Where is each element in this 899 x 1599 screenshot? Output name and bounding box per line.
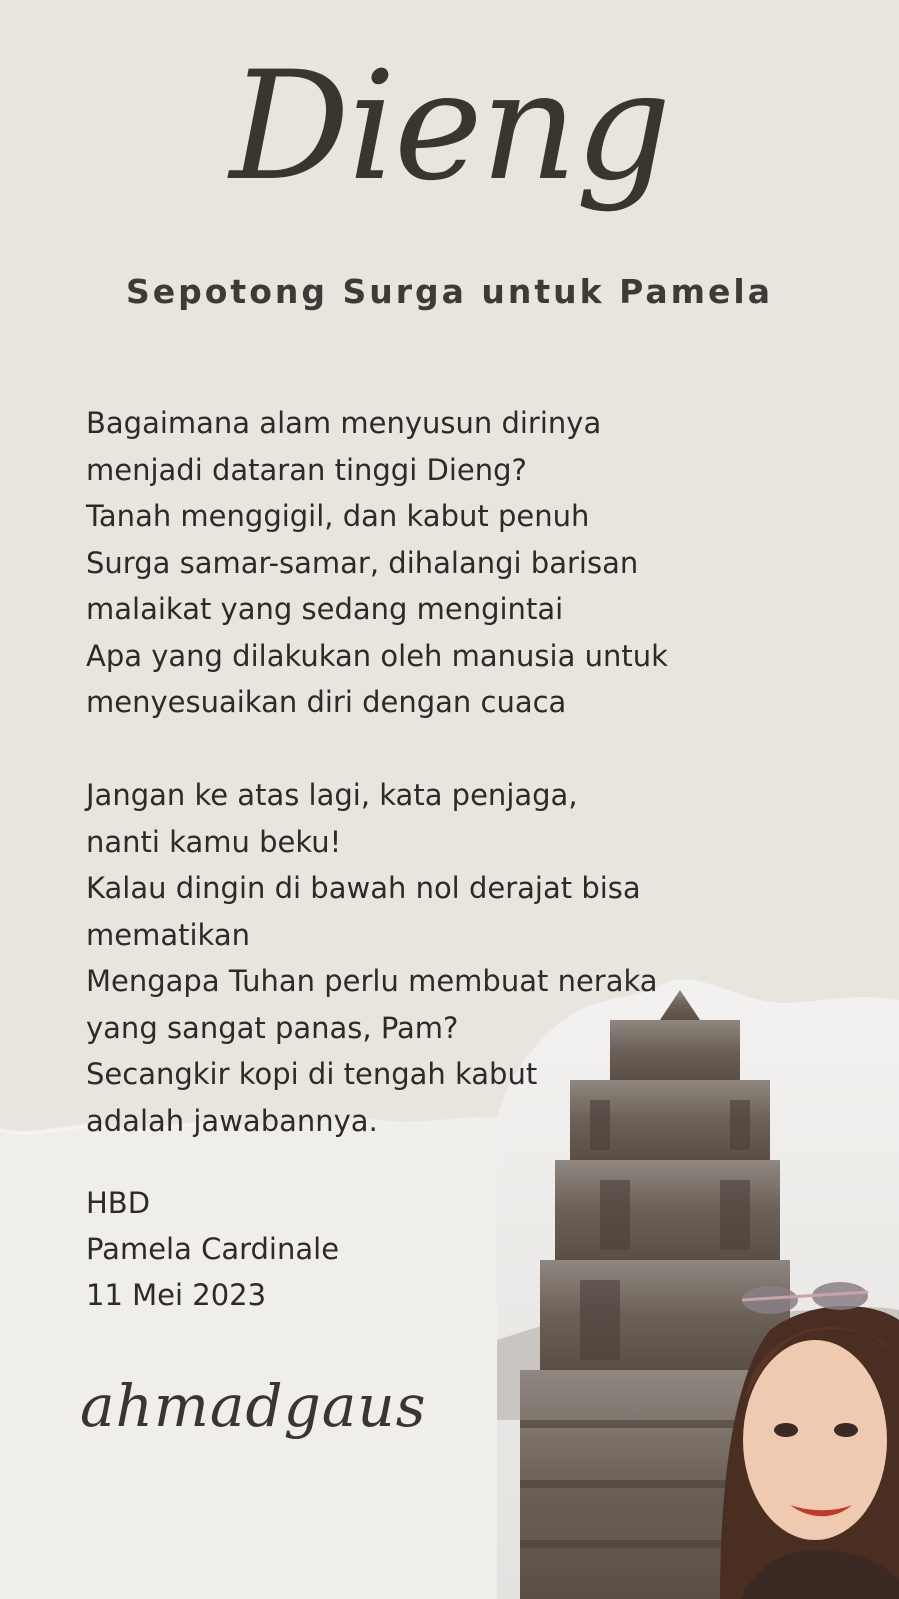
poem-line: malaikat yang sedang mengintai [86, 592, 564, 626]
author-signature: ahmadgaus [80, 1372, 427, 1440]
dedication-date: 11 Mei 2023 [86, 1278, 267, 1312]
page-title: Dieng [229, 40, 670, 214]
poem-line: Surga samar-samar, dihalangi barisan [86, 545, 639, 580]
poem-line: Kalau dingin di bawah nol derajat bisa [86, 871, 641, 905]
poem-line: mematikan [86, 917, 250, 952]
poem-line: yang sangat panas, Pam? [86, 1010, 459, 1045]
poem-line: Secangkir kopi di tengah kabut [86, 1057, 538, 1091]
poem-line: Jangan ke atas lagi, kata penjaga, [86, 778, 578, 812]
poem-line: menjadi dataran tinggi Dieng? [86, 452, 527, 487]
poem-line: Apa yang dilakukan oleh manusia untuk [86, 638, 668, 673]
poem-line: nanti kamu beku! [86, 824, 342, 859]
poem-line: Mengapa Tuhan perlu membuat neraka [86, 964, 658, 998]
stanza-gap [86, 726, 786, 773]
dedication [86, 1180, 339, 1318]
poem [86, 400, 786, 1144]
page-subtitle: Sepotong Surga untuk Pamela [125, 272, 773, 311]
poem-line: Tanah menggigil, dan kabut penuh [86, 499, 590, 533]
dedication-line: HBD [86, 1186, 151, 1220]
poem-line: menyesuaikan diri dengan cuaca [86, 685, 567, 719]
poem-line: adalah jawabannya. [86, 1103, 378, 1138]
dedication-name: Pamela Cardinale [86, 1232, 340, 1266]
poem-line: Bagaimana alam menyusun dirinya [86, 406, 602, 440]
